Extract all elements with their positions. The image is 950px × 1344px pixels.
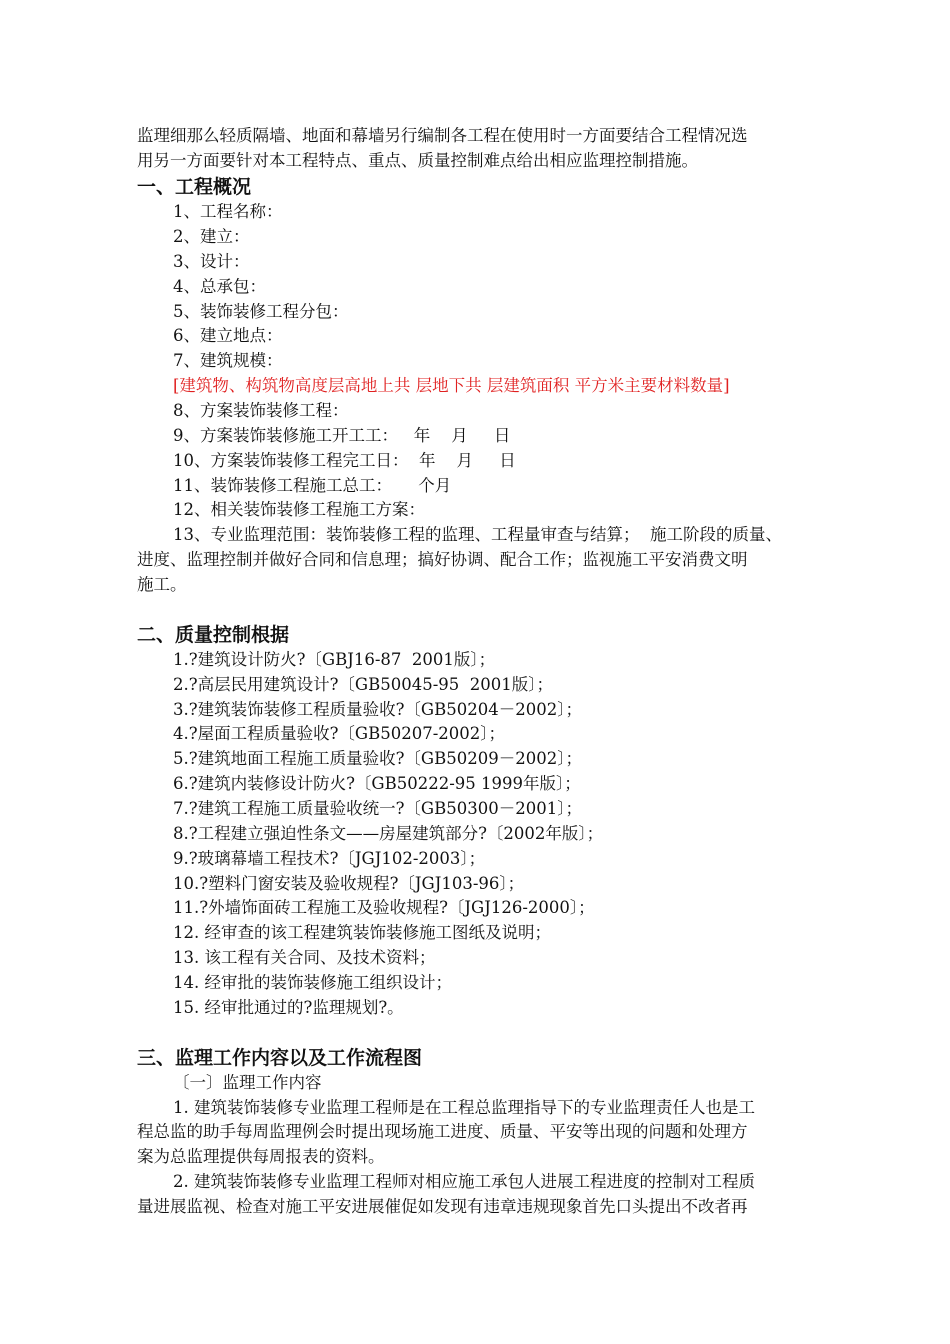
project-item-8: 8、方案装饰装修工程：	[173, 401, 349, 420]
basis-item-14: 14. 经审批的装饰装修施工组织设计；	[173, 973, 452, 992]
basis-item-11: 11.?外墙饰面砖工程施工及验收规程?〔JGJ126-2000〕；	[173, 898, 595, 917]
basis-item-5: 5.?建筑地面工程施工质量验收?〔GB50209－2002〕；	[173, 749, 582, 768]
paragraph-1-line-1: 1. 建筑装饰装修专业监理工程师是在工程总监理指导下的专业监理责任人也是工	[173, 1098, 755, 1117]
project-item-10: 10、方案装饰装修工程完工日： 年 月 日	[173, 451, 516, 470]
project-item-11: 11、装饰装修工程施工总工： 个月	[173, 476, 452, 495]
intro-line-1: 监理细那么轻质隔墙、地面和幕墙另行编制各工程在使用时一方面要结合工程情况选	[137, 126, 748, 145]
basis-item-12: 12. 经审查的该工程建筑装饰装修施工图纸及说明；	[173, 923, 551, 942]
project-item-13-line-3: 施工。	[137, 575, 187, 594]
intro-line-2: 用另一方面要针对本工程特点、重点、质量控制难点给出相应监理控制措施。	[137, 151, 698, 170]
project-item-9: 9、方案装饰装修施工开工工： 年 月 日	[173, 426, 511, 445]
project-item-3: 3、设计：	[173, 252, 250, 271]
project-item-12: 12、相关装饰装修工程施工方案：	[173, 500, 425, 519]
project-item-2: 2、建立：	[173, 227, 250, 246]
building-scale-note: [建筑物、构筑物高度层高地上共 层地下共 层建筑面积 平方米主要材料数量]	[173, 376, 730, 395]
basis-item-8: 8.?工程建立强迫性条文——房屋建筑部分?〔2002年版〕；	[173, 824, 604, 843]
basis-item-1: 1.?建筑设计防火?〔GBJ16-87 2001版〕；	[173, 650, 496, 669]
project-item-4: 4、总承包：	[173, 277, 266, 296]
section-3-heading: 三、监理工作内容以及工作流程图	[137, 1047, 423, 1069]
section-3-subheading: 〔一〕监理工作内容	[173, 1073, 322, 1092]
project-item-1: 1、工程名称：	[173, 202, 283, 221]
basis-item-4: 4.?屋面工程质量验收?〔GB50207-2002〕；	[173, 724, 506, 743]
paragraph-2-line-2: 量进展监视、检查对施工平安进展催促如发现有违章违规现象首先口头提出不改者再	[137, 1197, 748, 1216]
basis-item-7: 7.?建筑工程施工质量验收统一?〔GB50300－2001〕；	[173, 799, 582, 818]
basis-item-10: 10.?塑料门窗安装及验收规程?〔JGJ103-96〕；	[173, 874, 525, 893]
project-item-7: 7、建筑规模：	[173, 351, 283, 370]
basis-item-3: 3.?建筑装饰装修工程质量验收?〔GB50204－2002〕；	[173, 700, 582, 719]
project-item-13-line-1: 13、专业监理范围：装饰装修工程的监理、工程量审查与结算； 施工阶段的质量、	[173, 525, 782, 544]
paragraph-2-line-1: 2. 建筑装饰装修专业监理工程师对相应施工承包人进展工程进度的控制对工程质	[173, 1172, 755, 1191]
basis-item-13: 13. 该工程有关合同、及技术资料；	[173, 948, 436, 967]
basis-item-6: 6.?建筑内装修设计防火?〔GB50222-95 1999年版〕；	[173, 774, 581, 793]
section-1-heading: 一、工程概况	[137, 176, 252, 198]
basis-item-2: 2.?高层民用建筑设计?〔GB50045-95 2001版〕；	[173, 675, 554, 694]
project-item-13-line-2: 进度、监理控制并做好合同和信息理；搞好协调、配合工作；监视施工平安消费文明	[137, 550, 748, 569]
paragraph-1-line-2: 程总监的助手每周监理例会时提出现场施工进度、质量、平安等出现的问题和处理方	[137, 1122, 748, 1141]
basis-item-15: 15. 经审批通过的?监理规划?。	[173, 998, 404, 1017]
project-item-5: 5、装饰装修工程分包：	[173, 302, 349, 321]
paragraph-1-line-3: 案为总监理提供每周报表的资料。	[137, 1147, 385, 1166]
section-2-heading: 二、质量控制根据	[137, 624, 290, 646]
basis-item-9: 9.?玻璃幕墙工程技术?〔JGJ102-2003〕；	[173, 849, 486, 868]
project-item-6: 6、建立地点：	[173, 326, 283, 345]
